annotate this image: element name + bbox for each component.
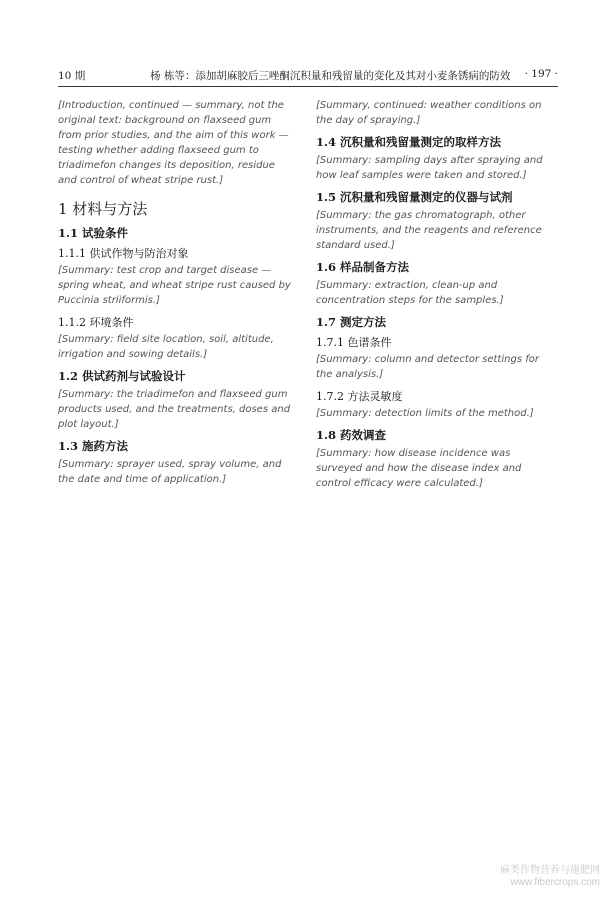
- section-summary: [Summary: detection limits of the method.]: [316, 408, 534, 419]
- section-summary: [Summary: the triadimefon and flaxseed gum products used, and the treatments, doses and plot layout.]: [58, 389, 291, 430]
- section-summary: [Summary: extraction, clean-up and concentration steps for the samples.]: [316, 280, 504, 306]
- section-heading: 1.1.2 环境条件: [58, 316, 134, 329]
- section-summary: [Summary: sprayer used, spray volume, and the date and time of application.]: [58, 459, 282, 485]
- section-summary: [Summary, continued: weather conditions on the day of spraying.]: [316, 100, 542, 126]
- section-heading: 1.1.1 供试作物与防治对象: [58, 247, 189, 260]
- section-heading: 1.2 供试药剂与试验设计: [58, 369, 186, 383]
- section-heading: 1.7.2 方法灵敏度: [316, 390, 403, 403]
- section-heading: 1.7.1 色谱条件: [316, 336, 392, 349]
- watermark-url: www.fibercrops.com: [510, 877, 600, 888]
- section-heading: 1.7 测定方法: [316, 315, 387, 329]
- section-heading: 1.8 药效调查: [316, 428, 387, 442]
- watermark-name: 麻类作物营养与施肥网: [500, 865, 600, 876]
- section-heading: 1 材料与方法: [58, 200, 148, 218]
- running-title: 杨 栋等：添加胡麻胶后三唑酮沉积量和残留量的变化及其对小麦条锈病的防效: [150, 70, 511, 82]
- section-heading: 1.4 沉积量和残留量测定的取样方法: [316, 135, 502, 149]
- section-heading: 1.3 施药方法: [58, 439, 129, 453]
- site-watermark: [500, 865, 600, 889]
- issue-number: 10 期: [58, 70, 86, 82]
- section-summary: [Summary: column and detector settings for the analysis.]: [316, 354, 539, 380]
- section-summary: [Summary: how disease incidence was surveyed and how the disease index and control efficacy were calculated.]: [316, 448, 522, 489]
- page-number: · 197 ·: [524, 68, 558, 80]
- section-summary: [Introduction, continued — summary, not the original text: background on flaxseed gum from prior studies, and the aim of this work — testing whether adding flaxseed gum to triadimefon changes its deposition, residue and control of wheat stripe rust.]: [58, 100, 289, 186]
- section-summary: [Summary: test crop and target disease — spring wheat, and wheat stripe rust caused by Puccinia striiformis.]: [58, 265, 291, 306]
- section-summary: [Summary: sampling days after spraying and how leaf samples were taken and stored.]: [316, 155, 543, 181]
- right-column: [316, 98, 552, 497]
- section-heading: 1.1 试验条件: [58, 226, 129, 240]
- section-heading: 1.5 沉积量和残留量测定的仪器与试剂: [316, 190, 513, 204]
- running-header: [58, 66, 558, 87]
- section-summary: [Summary: the gas chromatograph, other instruments, and the reagents and reference standard used.]: [316, 210, 542, 251]
- section-summary: [Summary: field site location, soil, altitude, irrigation and sowing details.]: [58, 334, 274, 360]
- section-heading: 1.6 样品制备方法: [316, 260, 410, 274]
- left-column: [58, 98, 294, 493]
